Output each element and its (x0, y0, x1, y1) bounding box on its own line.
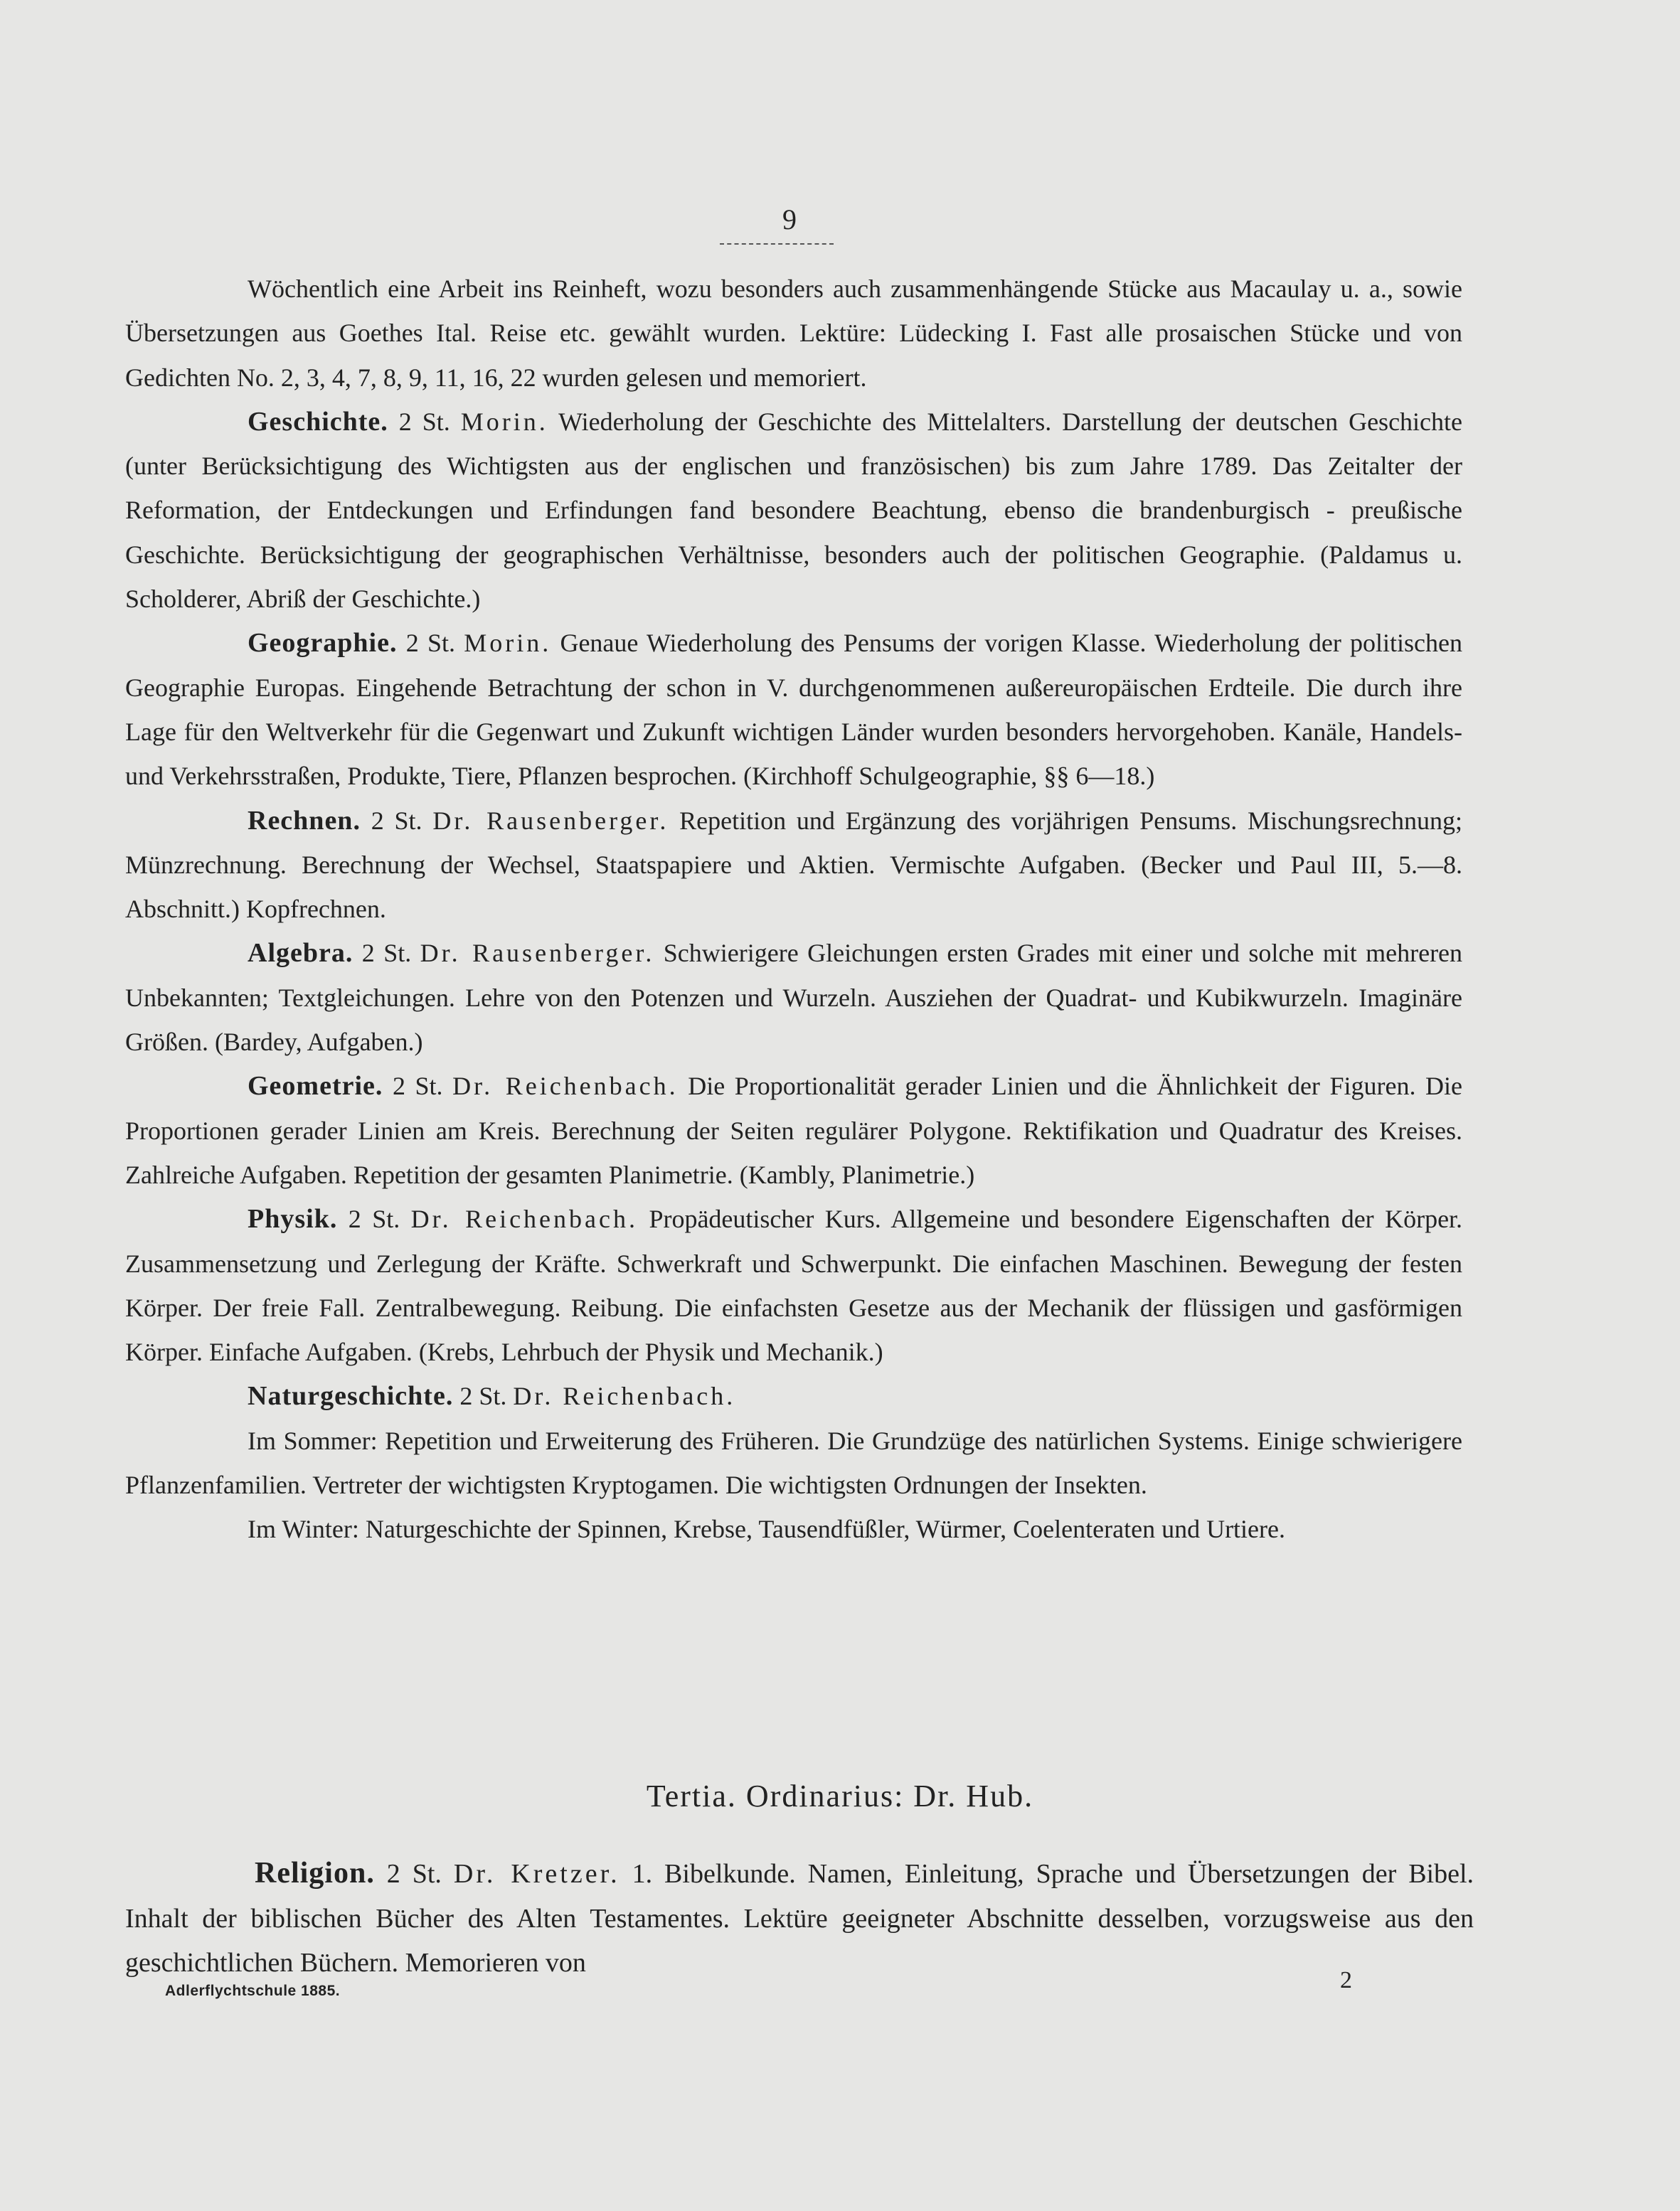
paragraph-religion: Religion. 2 St. Dr. Kretzer. 1. Bibelkunde. Namen, Einleitung, Sprache und Übersetzungen der Bibel. Inhalt der biblischen Bücher des Alten Testamentes. Lektüre geeigneter Abschnitte desselben, vorzugsweise aus den geschichtlichen Büchern. Memorieren von (125, 1857, 1474, 1978)
teacher-name: Dr. Reichenbach. (410, 1205, 638, 1234)
paragraph-intro: Wöchentlich eine Arbeit ins Reinheft, wozu besonders auch zusammenhängende Stücke aus Macaulay u. a., sowie Übersetzungen aus Goethes Ital. Reise etc. gewählt wurden. Lektüre: Lüdecking I. Fast alle prosaischen Stücke und von Gedichten No. 2, 3, 4, 7, 8, 9, 11, 16, 22 wurden gelesen und memoriert. (125, 275, 1462, 392)
subject-heading: Physik. (248, 1204, 338, 1235)
teacher-name: Dr. Reichenbach. (513, 1382, 736, 1411)
teacher-name: Dr. Kretzer. (453, 1859, 620, 1889)
paragraph-winter: Im Winter: Naturgeschichte der Spinnen, Krebse, Tausendfüßler, Würmer, Coelenteraten und Urtiere. (248, 1515, 1286, 1544)
subject-heading: Rechnen. (248, 805, 361, 836)
subject-heading: Naturgeschichte. (248, 1381, 454, 1412)
page-number-divider (720, 243, 834, 245)
tertia-text (125, 1851, 1474, 1986)
paragraph-physik: Physik. 2 St. Dr. Reichenbach. Propädeutischer Kurs. Allgemeine und besondere Eigenschaften der Körper. Zusammensetzung und Zerlegung der Kräfte. Schwerkraft und Schwerpunkt. Die einfachen Maschinen. Bewegung der festen Körper. Der freie Fall. Zentralbewegung. Reibung. Die einfachsten Gesetze aus der Mechanik der flüssigen und gasförmigen Körper. Einfache Aufgaben. (Krebs, Lehrbuch der Physik und Mechanik.) (125, 1204, 1463, 1367)
paragraph-naturgeschichte: Naturgeschichte. 2 St. Dr. Reichenbach. (248, 1381, 736, 1412)
teacher-name: Dr. Reichenbach. (452, 1072, 679, 1101)
teacher-name: Morin. (464, 629, 552, 658)
paragraph-sommer: Im Sommer: Repetition und Erweiterung des Früheren. Die Grundzüge des natürlichen Systems. Einige schwierigere Pflanzenfamilien. Vertreter der wichtigsten Kryptogamen. Die wichtigsten Ordnungen der Insekten. (125, 1426, 1462, 1500)
teacher-name: Dr. Rausenberger. (432, 806, 669, 835)
footer-sheet-number: 2 (1340, 1967, 1352, 1993)
subject-heading: Geometrie. (248, 1071, 383, 1102)
subject-heading: Algebra. (248, 938, 353, 969)
section-heading-tertia: Tertia. Ordinarius: Dr. Hub. (646, 1779, 1034, 1813)
teacher-name: Dr. Rausenberger. (420, 939, 655, 968)
teacher-name: Morin. (460, 407, 548, 436)
paragraph-geschichte: Geschichte. 2 St. Morin. Wiederholung der Geschichte des Mittelalters. Darstellung der deutschen Geschichte (unter Berücksichtigung des Wichtigsten aus der englischen und französischen) bis zum Jahre 1789. Das Zeitalter der Reformation, der Entdeckungen und Erfindungen fand besondere Beachtung, ebenso die brandenburgisch - preußische Geschichte. Berücksichtigung der geographischen Verhältnisse, besonders auch der politischen Geographie. (Paldamus u. Scholderer, Abriß der Geschichte.) (125, 406, 1463, 614)
subject-heading: Geschichte. (248, 406, 388, 437)
paragraph-geometrie: Geometrie. 2 St. Dr. Reichenbach. Die Proportionalität gerader Linien und die Ähnlichkeit der Figuren. Die Proportionen gerader Linien am Kreis. Berechnung der Seiten regulärer Polygone. Rektifikation und Quadratur des Kreises. Zahlreiche Aufgaben. Repetition der gesamten Planimetrie. (Kambly, Planimetrie.) (125, 1071, 1463, 1189)
main-text (125, 267, 1462, 1552)
footer-signature: Adlerflychtschule 1885. (165, 1983, 341, 1999)
subject-heading: Geographie. (248, 628, 398, 659)
paragraph-rechnen: Rechnen. 2 St. Dr. Rausenberger. Repetition und Ergänzung des vorjährigen Pensums. Mischungsrechnung; Münzrechnung. Berechnung der Wechsel, Staatspapiere und Aktien. Vermischte Aufgaben. (Becker und Paul III, 5.—8. Abschnitt.) Kopfrechnen. (125, 805, 1463, 924)
paragraph-geographie: Geographie. 2 St. Morin. Genaue Wiederholung des Pensums der vorigen Klasse. Wiederholung der politischen Geographie Europas. Eingehende Betrachtung der schon in V. durchgenommenen außereuropäischen Erdteile. Die durch ihre Lage für den Weltverkehr für die Gegenwart und Zukunft wichtigen Länder wurden besonders hervorgehoben. Kanäle, Handels- und Verkehrsstraßen, Produkte, Tiere, Pflanzen besprochen. (Kirchhoff Schulgeographie, §§ 6—18.) (125, 628, 1463, 791)
subject-heading: Religion. (255, 1857, 375, 1890)
paragraph-algebra: Algebra. 2 St. Dr. Rausenberger. Schwierigere Gleichungen ersten Grades mit einer und solche mit mehreren Unbekannten; Textgleichungen. Lehre von den Potenzen und Wurzeln. Ausziehen der Quadrat- und Kubikwurzeln. Imaginäre Größen. (Bardey, Aufgaben.) (125, 938, 1463, 1057)
page-number: 9 (782, 203, 797, 235)
